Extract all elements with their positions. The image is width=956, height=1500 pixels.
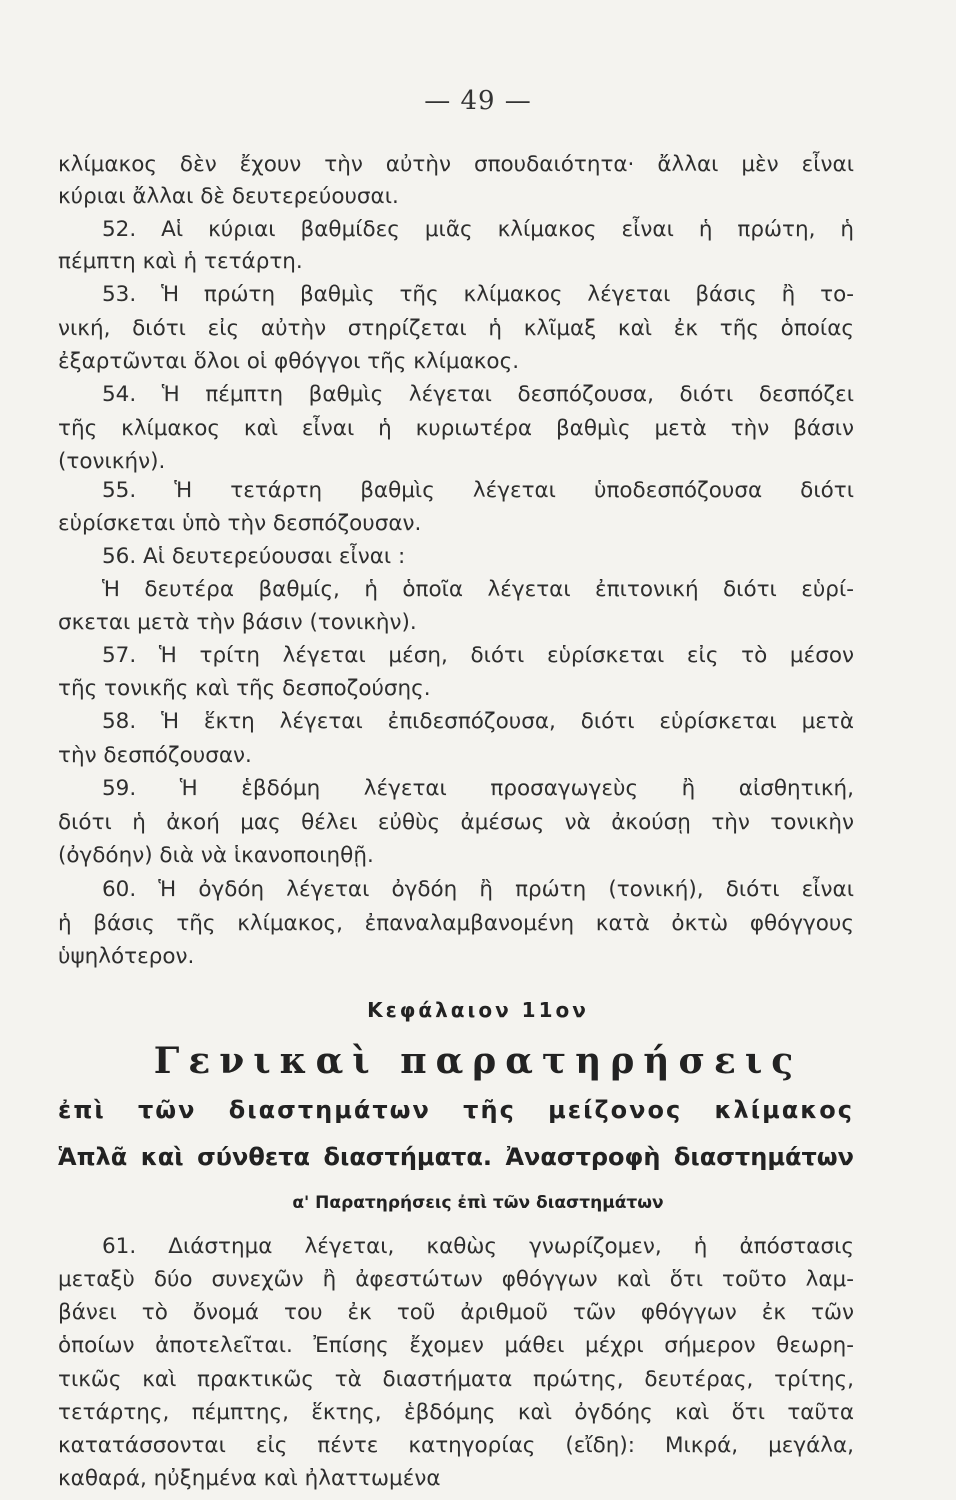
text-line: 59. Ἡ ἑβδόμη λέγεται προσαγωγεὺς ἢ αἰσθητική, — [102, 776, 854, 801]
text-line: 58. Ἡ ἕκτη λέγεται ἐπιδεσπόζουσα, διότι εὑρίσκεται μετὰ — [102, 709, 854, 734]
text-line: κλίμακος δὲν ἔχουν τὴν αὐτὴν σπουδαιότητα· ἄλλαι μὲν εἶναι — [58, 152, 854, 177]
text-line: (ὀγδόην) διὰ νὰ ἱκανοποιηθῇ. — [58, 843, 374, 868]
text-line: διότι ἡ ἀκοή μας θέλει εὐθὺς ἀμέσως νὰ ἀκούσῃ τὴν τονικὴν — [58, 810, 854, 835]
text-line: 56. Αἱ δευτερεύουσαι εἶναι : — [102, 544, 406, 569]
text-line: σκεται μετὰ τὴν βάσιν (τονικὴν). — [58, 610, 417, 635]
text-line: (τονικήν). — [58, 449, 166, 474]
subsection-heading: α' Παρατηρήσεις ἐπὶ τῶν διαστημάτων — [292, 1193, 664, 1213]
text-line: ἡ βάσις τῆς κλίμακος, ἐπαναλαμβανομένη κατὰ ὀκτὼ φθόγγους — [58, 911, 854, 936]
page-number: — 49 — — [424, 86, 532, 116]
section-subtitle: ἐπὶ τῶν διαστημάτων τῆς μείζονος κλίμακος — [58, 1096, 854, 1124]
text-line: τετάρτης, πέμπτης, ἕκτης, ἑβδόμης καὶ ὀγδόης καὶ ὅτι ταῦτα — [58, 1400, 854, 1425]
text-line: νική, διότι εἰς αὐτὴν στηρίζεται ἡ κλῖμαξ καὶ ἐκ τῆς ὁποίας — [58, 316, 854, 341]
text-line: πέμπτη καὶ ἡ τετάρτη. — [58, 249, 303, 274]
text-line: 55. Ἡ τετάρτη βαθμὶς λέγεται ὑποδεσπόζουσα διότι — [102, 478, 854, 503]
chapter-heading: Κεφάλαιον 11ον — [367, 998, 589, 1022]
text-line: τῆς κλίμακος καὶ εἶναι ἡ κυριωτέρα βαθμὶς μετὰ τὴν βάσιν — [58, 416, 854, 441]
text-line: ἐξαρτῶνται ὅλοι οἱ φθόγγοι τῆς κλίμακος. — [58, 349, 520, 374]
text-line: τῆς τονικῆς καὶ τῆς δεσποζούσης. — [58, 676, 431, 701]
text-line: 57. Ἡ τρίτη λέγεται μέση, διότι εὑρίσκεται εἰς τὸ μέσον — [102, 643, 854, 668]
text-line: τὴν δεσπόζουσαν. — [58, 743, 252, 768]
text-line: 53. Ἡ πρώτη βαθμὶς τῆς κλίμακος λέγεται βάσις ἢ το- — [102, 282, 854, 307]
text-line: ὁποίων ἀποτελεῖται. Ἐπίσης ἔχομεν μάθει μέχρι σήμερον θεωρη- — [58, 1333, 854, 1358]
text-line: μεταξὺ δύο συνεχῶν ἢ ἀφεστώτων φθόγγων καὶ ὅτι τοῦτο λαμ- — [58, 1267, 854, 1292]
text-line: 52. Αἱ κύριαι βαθμίδες μιᾶς κλίμακος εἶναι ἡ πρώτη, ἡ — [102, 217, 854, 242]
text-line: 60. Ἡ ὀγδόη λέγεται ὀγδόη ἢ πρώτη (τονική), διότι εἶναι — [102, 877, 854, 902]
section-title: Γενικαὶ παρατηρήσεις — [153, 1040, 803, 1082]
text-line: κύριαι ἄλλαι δὲ δευτερεύουσαι. — [58, 184, 399, 209]
text-line: Ἡ δευτέρα βαθμίς, ἡ ὁποῖα λέγεται ἐπιτονική διότι εὑρί- — [102, 577, 854, 602]
text-line: 61. Διάστημα λέγεται, καθὼς γνωρίζομεν, ἡ ἀπόστασις — [102, 1234, 854, 1259]
text-line: 54. Ἡ πέμπτη βαθμὶς λέγεται δεσπόζουσα, διότι δεσπόζει — [102, 382, 854, 407]
text-line: βάνει τὸ ὄνομά του ἐκ τοῦ ἀριθμοῦ τῶν φθόγγων ἐκ τῶν — [58, 1300, 854, 1325]
section-subtitle-2: Ἁπλᾶ καὶ σύνθετα διαστήματα. Ἀναστροφὴ διαστημάτων — [58, 1143, 854, 1171]
text-line: κατατάσσονται εἰς πέντε κατηγορίας (εἴδη): Μικρά, μεγάλα, — [58, 1433, 854, 1458]
text-line: ὑψηλότερον. — [58, 944, 195, 969]
text-line: τικῶς καὶ πρακτικῶς τὰ διαστήματα πρώτης, δευτέρας, τρίτης, — [58, 1367, 854, 1392]
text-line: εὑρίσκεται ὑπὸ τὴν δεσπόζουσαν. — [58, 511, 422, 536]
text-line: καθαρά, ηὐξημένα καὶ ἠλαττωμένα — [58, 1466, 441, 1491]
